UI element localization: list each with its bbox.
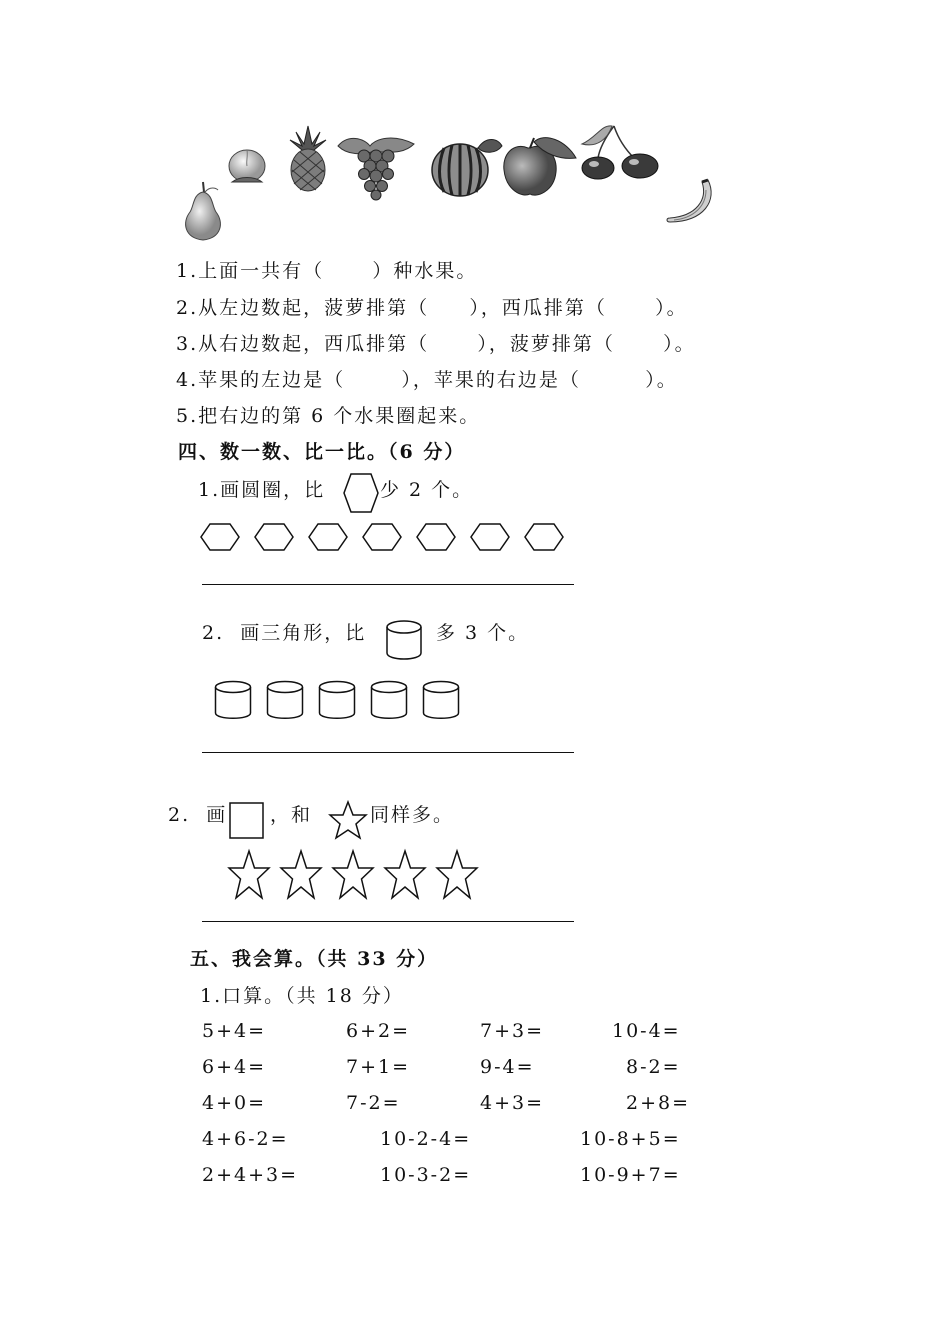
- cylinder-icon: [318, 680, 356, 720]
- hexagon-icon: [342, 472, 380, 514]
- star-icon: [436, 850, 478, 900]
- math-problem: 10-8+5=: [580, 1128, 681, 1150]
- math-problem: 4+6-2=: [202, 1128, 289, 1150]
- section4-q2-prefix: 2. 画三角形，比: [202, 622, 367, 644]
- math-problem: 10-4=: [612, 1020, 681, 1042]
- math-problem: 9-4=: [480, 1056, 535, 1078]
- fruit-question-5: 5.把右边的第 6 个水果圈起来。: [176, 405, 481, 427]
- math-problem: 2+4+3=: [202, 1164, 299, 1186]
- hexagon-icon: [308, 523, 348, 551]
- star-icon: [332, 850, 374, 900]
- peach-icon: [224, 146, 270, 188]
- math-problem: 6+4=: [202, 1056, 267, 1078]
- math-problem: 10-2-4=: [380, 1128, 472, 1150]
- section4-q3-mid: ，和: [270, 804, 313, 826]
- math-problem: 2+8=: [626, 1092, 691, 1114]
- hexagon-icon: [470, 523, 510, 551]
- banana-icon: [664, 178, 716, 228]
- apple-icon: [500, 134, 580, 198]
- star-icon: [228, 850, 270, 900]
- math-problem: 8-2=: [626, 1056, 681, 1078]
- math-problem: 7+1=: [346, 1056, 411, 1078]
- cylinder-icon: [266, 680, 304, 720]
- pineapple-icon: [286, 124, 330, 192]
- math-problem: 4+0=: [202, 1092, 267, 1114]
- answer-line: [202, 584, 574, 585]
- section4-q1-prefix: 1.画圆圈，比: [198, 479, 326, 501]
- fruit-question-2: 2.从左边数起，菠萝排第（ ），西瓜排第（ ）。: [176, 297, 688, 319]
- section4-q2-suffix: 多 3 个。: [436, 622, 530, 644]
- section5-subheading: 1.口算。（共 18 分）: [200, 985, 404, 1007]
- watermelon-icon: [428, 134, 506, 198]
- fruit-question-4: 4.苹果的左边是（ ），苹果的右边是（ ）。: [176, 369, 678, 391]
- section5-heading: 五、我会算。（共 33 分）: [190, 948, 439, 970]
- cylinder-icon: [385, 619, 423, 661]
- math-problem: 5+4=: [202, 1020, 267, 1042]
- cylinder-icon: [214, 680, 252, 720]
- square-icon: [229, 802, 265, 840]
- cylinder-icon: [422, 680, 460, 720]
- cherries-icon: [578, 124, 664, 182]
- section4-q1-suffix: 少 2 个。: [380, 479, 474, 501]
- fruit-question-3: 3.从右边数起，西瓜排第（ ），菠萝排第（ ）。: [176, 333, 696, 355]
- hexagon-icon: [524, 523, 564, 551]
- math-problem: 10-9+7=: [580, 1164, 681, 1186]
- hexagon-icon: [254, 523, 294, 551]
- section4-q3-prefix: 2. 画: [168, 804, 228, 826]
- hexagon-icon: [362, 523, 402, 551]
- section4-heading: 四、数一数、比一比。（6 分）: [178, 441, 466, 463]
- pear-icon: [178, 180, 228, 242]
- cylinder-icon: [370, 680, 408, 720]
- math-problem: 7-2=: [346, 1092, 401, 1114]
- math-problem: 10-3-2=: [380, 1164, 472, 1186]
- answer-line: [202, 921, 574, 922]
- star-icon: [384, 850, 426, 900]
- grapes-icon: [334, 132, 418, 200]
- math-problem: 4+3=: [480, 1092, 545, 1114]
- fruit-question-1: 1.上面一共有（ ）种水果。: [176, 260, 478, 282]
- hexagon-icon: [416, 523, 456, 551]
- section4-q3-suffix: 同样多。: [370, 804, 455, 826]
- star-icon: [280, 850, 322, 900]
- answer-line: [202, 752, 574, 753]
- hexagon-icon: [200, 523, 240, 551]
- star-icon: [328, 800, 368, 840]
- math-problem: 6+2=: [346, 1020, 411, 1042]
- math-problem: 7+3=: [480, 1020, 545, 1042]
